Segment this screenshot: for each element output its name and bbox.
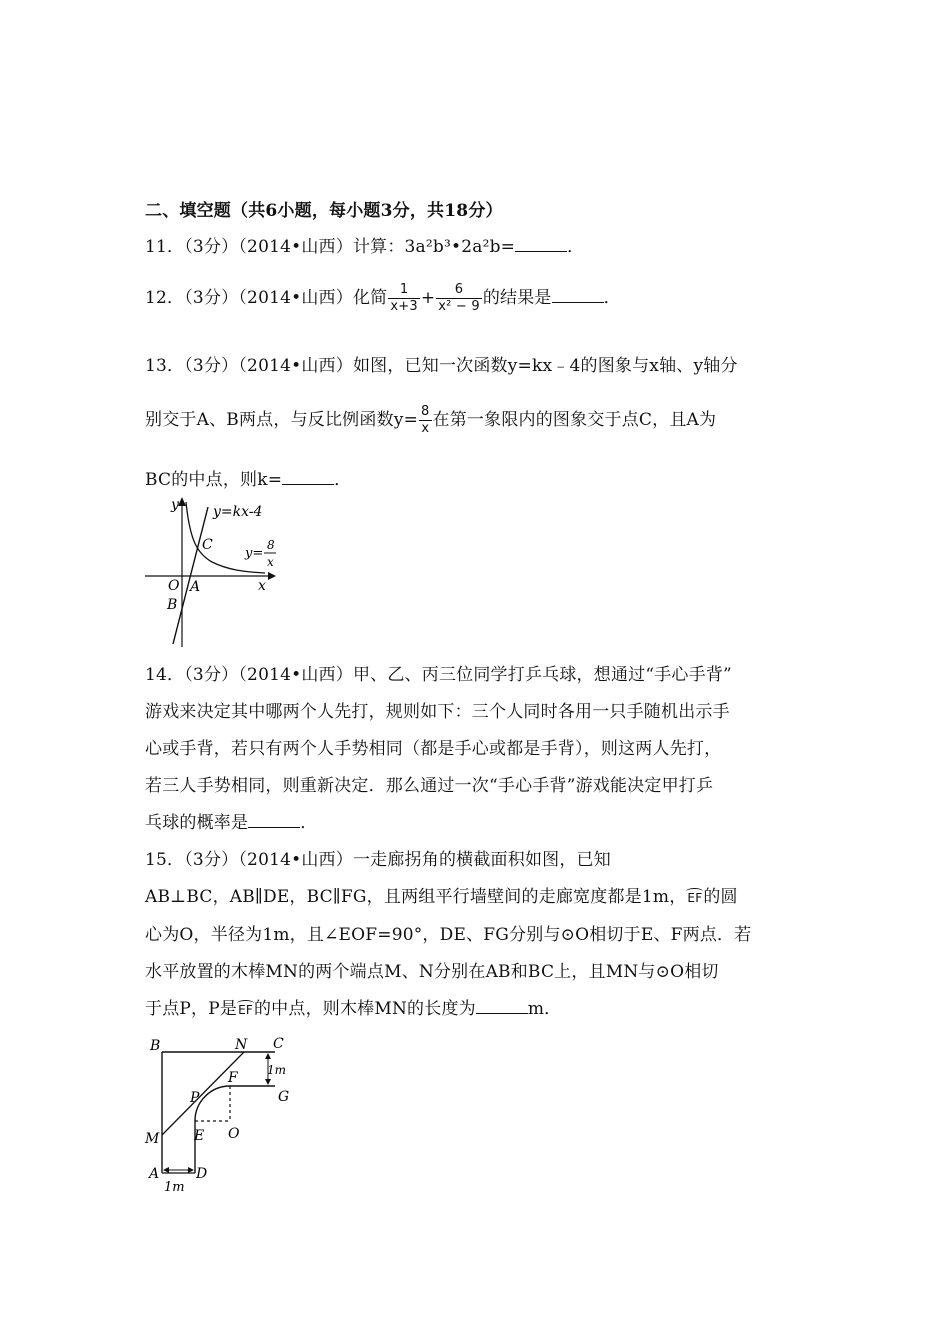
question-13-line2 (145, 404, 716, 437)
q15-figure (140, 1030, 310, 1200)
fig-label-C: C (273, 1036, 284, 1052)
dimension-arrow-right (188, 1167, 194, 1173)
q13-line3: BC的中点，则k= (145, 470, 283, 490)
q13-answer-blank[interactable] (282, 467, 334, 485)
fig-label-B: B (150, 1038, 161, 1054)
question-15-line3: 心为O，半径为1m，且∠EOF=90°，DE、FG分别与⊙O相切于E、F两点．若 (145, 925, 752, 945)
arc-EF-symbol-2: EF (238, 1003, 253, 1017)
question-13-line1: 13．（3分）（2014•山西）如图，已知一次函数y=kx﹣4的图象与x轴、y轴分 (145, 356, 738, 376)
q13-line2b: 在第一象限内的图象交于点C，且A为 (432, 410, 717, 430)
fig-label-P: P (190, 1090, 200, 1106)
question-14-line1: 14．（3分）（2014•山西）甲、乙、丙三位同学打乒乓球，想通过“手心手背” (145, 665, 732, 685)
dimension-arrow-down (265, 1079, 271, 1085)
question-13-line3 (145, 465, 351, 490)
fig-curve-label: y= (245, 546, 264, 561)
q15-end: m． (527, 999, 562, 1019)
fig-label-B: B (167, 597, 178, 613)
q13-line2a: 别交于A、B两点，与反比例函数y= (145, 410, 419, 430)
q14-answer-blank[interactable] (248, 810, 300, 828)
q15-line2a: AB⊥BC，AB∥DE，BC∥FG，且两组平行墙壁间的走廊宽度都是1m， (145, 887, 687, 907)
fig-label-G: G (278, 1089, 290, 1105)
q11-text: 11．（3分）（2014•山西）计算：3a²b³•2a²b= (145, 237, 516, 257)
question-15-line5 (145, 994, 561, 1019)
fig-label-y: y (171, 497, 179, 513)
q13-figure (140, 492, 290, 652)
fig-label-A: A (190, 579, 201, 595)
dimension-arrow-left (163, 1167, 169, 1173)
q12-frac2-num: 6 (436, 282, 482, 299)
arc-EF-symbol: EF (687, 891, 703, 905)
fig-label-A: A (149, 1166, 160, 1182)
q11-answer-blank[interactable] (515, 234, 567, 252)
question-14-line4: 若三人手势相同，则重新决定．那么通过一次“手心手背”游戏能决定甲打乒 (145, 776, 714, 796)
fig-curve-den: x (267, 555, 274, 569)
q12-frac2-den: x² − 9 (438, 299, 480, 314)
dimension-arrow-up (265, 1053, 271, 1059)
fig-label-O: O (228, 1126, 240, 1142)
q12-frac1-num: 1 (388, 282, 419, 299)
fig-label-F: F (228, 1070, 238, 1086)
q12-answer-blank[interactable] (552, 285, 604, 303)
fig-label-M: M (145, 1131, 160, 1147)
q14-end: ． (300, 813, 318, 833)
fig-label-E: E (194, 1128, 205, 1144)
fig-dim-horizontal-label: 1m (164, 1180, 185, 1195)
q12-end: ． (603, 288, 621, 308)
question-11 (145, 232, 584, 257)
q15-line5a: 于点P，P是 (145, 999, 238, 1019)
fig-line-label: y=kx-4 (213, 504, 263, 520)
section-title: 二、填空题（共6小题，每小题3分，共18分） (145, 201, 503, 221)
fig-label-O: O (168, 578, 180, 594)
q12-fraction-2 (436, 282, 482, 315)
q11-end: ． (567, 237, 585, 257)
q14-line5: 乓球的概率是 (145, 813, 249, 833)
fig-label-N: N (235, 1037, 248, 1053)
question-14-line2: 游戏来决定其中哪两个人先打，规则如下：三个人同时各用一只手随机出示手 (145, 702, 730, 722)
fig-label-C: C (202, 537, 213, 553)
fig-label-x: x (258, 578, 266, 594)
q15-answer-blank[interactable] (476, 996, 528, 1014)
q13-end: ． (334, 470, 352, 490)
q12-plus: + (420, 288, 436, 308)
rod-MN (162, 1052, 244, 1135)
arc-EF (195, 1086, 230, 1121)
question-14-line3: 心或手背，若只有两个人手势相同（都是手心或都是手背），则这两人先打， (145, 739, 722, 759)
q12-suffix: 的结果是 (482, 288, 552, 308)
x-axis-arrow (268, 572, 276, 580)
q13-frac-num: 8 (421, 404, 430, 419)
y-axis-arrow (178, 497, 186, 506)
question-12 (145, 282, 621, 315)
fig-label-D: D (196, 1166, 208, 1182)
q13-frac-den: x (421, 421, 430, 436)
q15-line5b: 的中点，则木棒MN的长度为 (253, 999, 476, 1019)
q13-fraction (419, 404, 431, 437)
question-15-line1: 15．（3分）（2014•山西）一走廊拐角的横截面积如图，已知 (145, 850, 611, 870)
question-15-line2 (145, 882, 738, 907)
fig-curve-num: 8 (267, 538, 275, 552)
q12-frac1-den: x+3 (390, 299, 418, 314)
q12-text: 12．（3分）（2014•山西）化简 (145, 288, 388, 308)
question-14-line5 (145, 808, 317, 833)
q15-line2b: 的圆 (703, 887, 738, 907)
q12-fraction-1 (388, 282, 419, 315)
fig-dim-vertical-label: 1m (267, 1063, 287, 1077)
question-15-line4: 水平放置的木棒MN的两个端点M、N分别在AB和BC上，且MN与⊙O相切 (145, 962, 719, 982)
